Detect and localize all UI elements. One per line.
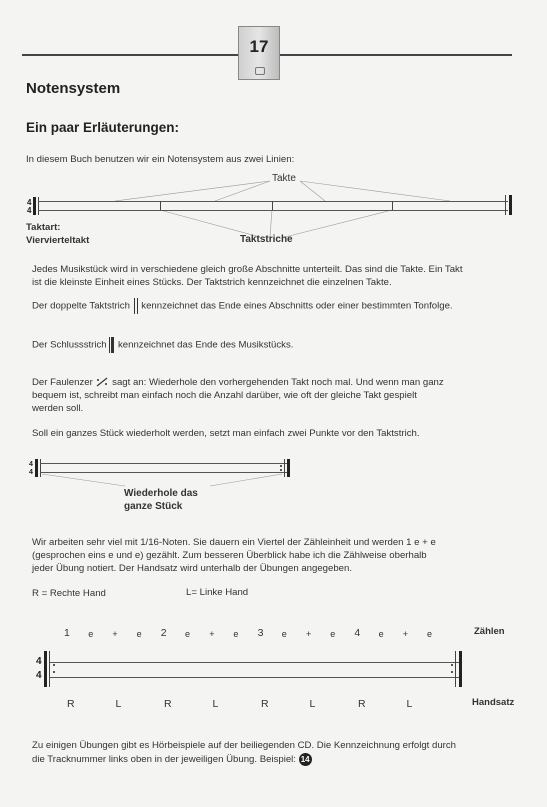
right-hand-legend: R = Rechte Hand [32, 588, 106, 599]
section-subtitle: Ein paar Erläuterungen: [26, 120, 180, 135]
hand-right: R [261, 698, 269, 710]
time-signature-top: 4 [29, 461, 33, 468]
time-signature-bottom: 4 [29, 469, 33, 476]
count-syllable: + [402, 629, 409, 639]
time-signature-bottom: 4 [27, 206, 32, 215]
count-syllable: 1 [64, 627, 70, 639]
hand-left: L [212, 698, 219, 710]
faulenzer-text1: sagt an: Wiederhole den vorhergehenden Takt noch mal. Und wenn man ganz [112, 377, 444, 388]
count-syllable: e [330, 629, 336, 639]
label-takte: Takte [272, 173, 296, 184]
repeat-dot [53, 664, 55, 666]
double-bar-pre: Der doppelte Taktstrich [32, 300, 130, 312]
count-syllable: e [185, 629, 191, 639]
hand-right: R [164, 698, 172, 710]
count-syllable: 4 [354, 627, 361, 639]
staff-line-bottom [49, 677, 461, 678]
count-syllable: e [281, 629, 287, 639]
time-signature-top: 4 [36, 656, 42, 667]
final-bar-pre: Der Schlussstrich [32, 339, 107, 351]
count-syllable: e [88, 629, 94, 639]
count-syllable: e [378, 629, 384, 639]
count-syllable: e [233, 629, 239, 639]
cd-line2 [32, 753, 312, 767]
handsatz-label: Handsatz [472, 697, 515, 708]
track-number-badge: 14 [299, 753, 312, 766]
zaehlen-label: Zählen [474, 626, 505, 637]
label-taktstriche: Taktstriche [240, 234, 293, 245]
staff-line-top [49, 662, 461, 663]
sixteenth-line3: jeder Übung notiert. Der Handsatz wird unterhalb der Übungen angegeben. [32, 563, 352, 574]
intro-text: In diesem Buch benutzen wir ein Notensystem aus zwei Linien: [26, 154, 295, 165]
cd-line1: Zu einigen Übungen gibt es Hörbeispiele auf der beiliegenden CD. Die Kennzeichnung erfolgt durch [32, 740, 456, 751]
repeat-dot [53, 671, 55, 673]
count-syllable: e [427, 629, 433, 639]
count-syllable: 3 [257, 627, 264, 639]
end-bar-thin [455, 651, 456, 687]
page-title: Notensystem [26, 80, 121, 97]
time-signature-bottom: 4 [36, 670, 42, 681]
time-signature-top: 4 [27, 198, 32, 207]
hand-right: R [67, 698, 75, 710]
count-syllable: + [306, 629, 312, 639]
repeat-text: Soll ein ganzes Stück wiederholt werden, setzt man einfach zwei Punkte vor den Taktstrich. [32, 428, 420, 439]
count-syllable: e [136, 629, 142, 639]
end-bar-thick [459, 651, 462, 687]
repeat-label-line1: Wiederhole das [124, 488, 198, 499]
hand-left: L [115, 698, 122, 710]
repeat-dot [451, 671, 453, 673]
sixteenth-line2: (gesprochen eins e und e) gezählt. Zum besseren Überblick habe ich die Zählweise oberhalb [32, 550, 427, 561]
hand-left: L [406, 698, 413, 710]
repeat-label-line2: ganze Stück [124, 501, 183, 512]
start-bar-thick [44, 651, 47, 687]
count-syllable: + [112, 629, 118, 639]
taktart-label: Taktart: [26, 222, 61, 233]
measure-paragraph-line1: Jedes Musikstück wird in verschiedene gleich große Abschnitte unterteilt. Das sind die Takte. Ein Takt [32, 264, 463, 275]
left-hand-legend: L= Linke Hand [186, 587, 249, 598]
sixteenth-line1: Wir arbeiten sehr viel mit 1/16-Noten. Sie dauern ein Viertel der Zähleinheit und werden 1 e + e [32, 537, 436, 548]
faulenzer-line2: bequem ist, schreibt man einfach noch die Anzahl darüber, wie oft der gleiche Takt gespielt [32, 390, 417, 401]
repeat-dot [451, 664, 453, 666]
measure-paragraph-line2: ist die kleinste Einheit eines Stücks. Der Taktstrich kennzeichnet die einzelnen Takte. [32, 277, 392, 288]
page-number: 17 [249, 37, 269, 56]
double-bar-post: kennzeichnet das Ende eines Abschnitts oder einer bestimmten Tonfolge. [141, 300, 453, 312]
taktart-value: Viervierteltakt [26, 235, 90, 246]
start-bar-thin [49, 651, 50, 687]
hand-left: L [309, 698, 316, 710]
faulenzer-line3: werden soll. [32, 403, 84, 414]
final-bar-post: kennzeichnet das Ende des Musikstücks. [117, 339, 294, 351]
cd-line2-text: die Tracknummer links oben in der jeweiligen Übung. Beispiel: [32, 754, 296, 766]
count-syllable: + [209, 629, 215, 639]
faulenzer-pre: Der Faulenzer [32, 377, 93, 388]
count-syllable: 2 [160, 627, 167, 639]
hand-right: R [358, 698, 366, 710]
